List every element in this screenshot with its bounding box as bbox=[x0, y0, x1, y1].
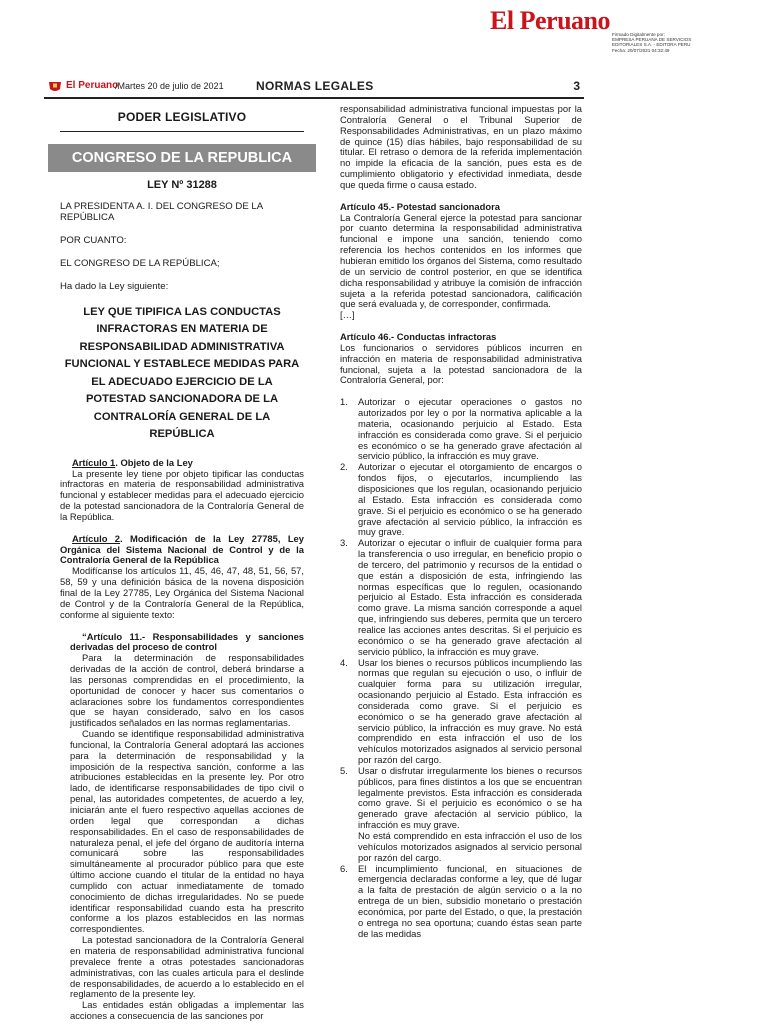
signature-line: Fecha: 20/07/2021 04:32:49 bbox=[612, 47, 670, 53]
institution-banner: CONGRESO DE LA REPUBLICA bbox=[48, 144, 316, 172]
list-item bbox=[340, 397, 582, 462]
article-paragraph: responsabilidad administrativa funcional impuestas por la Contraloría General o el Tribunal Superior de Responsabilidades Administrativas, en un plazo máximo de quince (15) días hábiles, bajo responsabilidad de su titular. El retraso o demora de la referida implementación no impide la eficacia de la sanción, pues esta es de cumplimiento obligatorio y efectividad inmediata, desde que queda firme o causa estado. bbox=[340, 103, 582, 190]
article-title: Artículo 45.- Potestad sancionadora bbox=[340, 200, 500, 212]
list-item bbox=[340, 864, 582, 940]
item-text: Usar o disfrutar irregularmente los bienes o recursos públicos, para fines distintos a los que se encuentran legalmente previstos. Esta infracción es considerada como grave. Si el perjuicio es económico o se ha generado grave afectación al servicio público, la infracción es muy grave. bbox=[358, 764, 582, 831]
preamble-line: Ha dado la Ley siguiente: bbox=[60, 280, 169, 292]
item-number: 4. bbox=[340, 656, 348, 668]
masthead-logo: El Peruano bbox=[490, 6, 610, 35]
header-section: NORMAS LEGALES bbox=[256, 79, 374, 93]
list-item bbox=[340, 538, 582, 657]
section-heading: PODER LEGISLATIVO bbox=[117, 110, 247, 124]
article-label: Artículo 2 bbox=[72, 532, 121, 544]
item-text: Autorizar o ejecutar el otorgamiento de encargos o fondos fijos, o ejecutarlos, incumpliendo las disposiciones que los regulan, ocasionando perjuicio al Estado. Esta infracción es considerada como grave. Si el perjuicio es económico o se ha generado grave afectación al servicio público, la infracción es muy grave. bbox=[358, 461, 582, 538]
item-number: 5. bbox=[340, 764, 348, 776]
preamble-line: POR CUANTO: bbox=[60, 234, 127, 246]
page-number: 3 bbox=[573, 79, 580, 93]
digital-signature bbox=[612, 32, 762, 53]
section-rule bbox=[60, 131, 304, 132]
article-title: . Modificación de la Ley 27785, Ley Orgánica del Sistema Nacional de Control y de la Contraloría General de la República bbox=[60, 532, 304, 566]
left-column bbox=[60, 108, 304, 1022]
law-title: LEY QUE TIPIFICA LAS CONDUCTAS INFRACTORAS EN MATERIA DE RESPONSABILIDAD ADMINISTRATIVA FUNCIONAL Y ESTABLECE MEDIDAS PARA EL ADECUADO EJERCICIO DE LA POTESTAD SANCIONADORA DE LA CONTRALORÍA GENERAL DE LA REPÚBLICA bbox=[64, 305, 300, 441]
signature-line: Firmado Digitalmente por: bbox=[612, 32, 665, 37]
signature-line: EDITORIALES S.A. - EDITORA PERU bbox=[612, 42, 691, 48]
page-header bbox=[44, 78, 584, 96]
list-item bbox=[340, 766, 582, 864]
preamble-line: LA PRESIDENTA A. I. DEL CONGRESO DE LA REPÚBLICA bbox=[60, 200, 263, 223]
list-item bbox=[340, 658, 582, 766]
header-rule bbox=[44, 97, 584, 99]
article-paragraph: La potestad sancionadora de la Contraloría General en materia de responsabilidad administrativa funcional prevalece frente a otras potestades sancionadoras administrativas, con las cuales articula para el deslinde de responsabilidades, de acuerdo a lo establecido en el reglamento de la presente ley. bbox=[70, 934, 304, 1000]
article-1 bbox=[60, 458, 304, 469]
law-number: LEY Nº 31288 bbox=[147, 178, 217, 191]
signature-line: EMPRESA PERUANA DE SERVICIOS bbox=[612, 37, 692, 43]
item-number: 6. bbox=[340, 862, 348, 874]
quoted-article-11 bbox=[70, 632, 304, 1022]
article-paragraph: Los funcionarios o servidores públicos incurren en infracción en materia de responsabilidad administrativa funcional, sujeta a la potestad sancionadora de la Contraloría General, por: bbox=[340, 341, 582, 386]
list-item bbox=[340, 462, 582, 538]
article-title: Artículo 46.- Conductas infractoras bbox=[340, 331, 497, 343]
item-text: No está comprendido en esta infracción el uso de los vehículos motorizados asignados al servicio personal por razón del cargo. bbox=[358, 830, 582, 863]
item-number: 1. bbox=[340, 396, 348, 408]
item-text: Autorizar o ejecutar o influir de cualquier forma para la transferencia o uso irregular, en beneficio propio o de tercero, del patrimonio y recursos de la entidad o que están a disposición de esta, infringiendo las normas específicas que lo regulen, ocasionando perjuicio al Estado. Esta infracción es considerada como grave. La misma sanción corresponde a aquel que, infringiendo sus deberes, permita que un tercero realice las acciones antes descritas. Si el perjuicio es económico o se ha generado grave afectación al servicio público, la infracción es muy grave. bbox=[358, 537, 582, 657]
header-paper-name: El Peruano bbox=[66, 80, 119, 91]
header-date: /Martes 20 de julio de 2021 bbox=[115, 81, 224, 91]
article-text: Modifícanse los artículos 11, 45, 46, 47, 48, 51, 56, 57, 58, 59 y una definición básica de la novena disposición final de la Ley 27785, Ley Orgánica del Sistema Nacional de Control y de la Contraloría General de la República, conforme al siguiente texto: bbox=[60, 565, 304, 620]
item-number: 3. bbox=[340, 537, 348, 549]
article-label: Artículo 1 bbox=[72, 456, 116, 468]
article-paragraph: Cuando se identifique responsabilidad administrativa funcional, la Contraloría General adoptará las acciones para la determinación de responsabilidad y la imposición de la respectiva sanción, conforme a las atribuciones establecidas en la presente ley. Por otro lado, de identificarse responsabilidades de tipo civil o penal, las autoridades competentes, de acuerdo a ley, iniciarán ante el fuero respectivo aquellas acciones de orden legal que correspondan a dichas responsabilidades. En el caso de responsabilidades de naturaleza penal, el jefe del órgano de auditoría interna comunicará sobre las responsabilidades simultáneamente al procurador público para que este último accione cuando el titular de la entidad no haya cumplido con actuar inmediatamente de tomado conocimiento de dichas irregularidades. No se puede identificar responsabilidad cuando esta ha prescrito conforme a los plazos establecidos en las normas correspondientes. bbox=[70, 728, 304, 935]
article-2 bbox=[60, 534, 304, 567]
ellipsis: […] bbox=[340, 309, 355, 321]
article-text: La presente ley tiene por objeto tipificar las conductas infractoras en materia de responsabilidad administrativa funcional y establecer medidas para el adecuado ejercicio de la potestad sancionadora de la Contraloría General de la República. bbox=[60, 467, 304, 522]
coat-of-arms-icon bbox=[48, 80, 62, 93]
preamble-line: EL CONGRESO DE LA REPÚBLICA; bbox=[60, 257, 220, 269]
article-title: “Artículo 11.- Responsabilidades y sanciones derivadas del proceso de control bbox=[70, 630, 304, 653]
article-paragraph: Para la determinación de responsabilidades derivadas de la acción de control, deberá brindarse a las personas comprendidas en el procedimiento, la oportunidad de conocer y hacer sus comentarios o aclaraciones sobre los fundamentos correspondientes que se hayan considerado, salvo en los casos justificados señalados en las normas reglamentarias. bbox=[70, 652, 304, 729]
article-title: . Objeto de la Ley bbox=[115, 456, 193, 468]
item-text: El incumplimiento funcional, en situaciones de emergencia declaradas conforme a ley, que dé lugar a la falta de prestación de algún servicio o a la no entrega de un bien, subsidio monetario o prestación económica, por parte del Estado, o que, la prestación o entrega no sea oportuna; cuando éstas sean parte de las medidas bbox=[358, 862, 582, 939]
article-paragraph: La Contraloría General ejerce la potestad para sancionar por cuanto determina la responsabilidad administrativa funcional e impone una sanción, teniendo como referencia los hechos contenidos en los informes que hubieran emitido los órganos del Sistema, como resultado de un servicio de control posterior, en que se identifica dicha responsabilidad y atribuye la comisión de infracción sujeta a la referida potestad sancionadora, calificación que será evaluada y, de corresponder, confirmada. bbox=[340, 211, 582, 310]
right-column bbox=[340, 104, 582, 939]
item-number: 2. bbox=[340, 461, 348, 473]
item-text: Autorizar o ejecutar operaciones o gastos no autorizados por ley o por la normativa aplicable a la materia, ocasionando perjuicio al Estado. Esta infracción es considerada como grave. Si el perjuicio es económico o se ha generado grave afectación al servicio público, la infracción es muy grave. bbox=[358, 396, 582, 462]
item-text: Usar los bienes o recursos públicos incumpliendo las normas que regulan su ejecución o uso, o influir de cualquier forma para su utilización irregular, ocasionando perjuicio al Estado. Esta infracción es considerada como grave. Si el perjuicio es económico o se ha generado grave afectación al servicio público, la infracción es muy grave. No está comprendido en esta infracción el uso de los vehículos motorizados asignados al servicio personal por razón del cargo. bbox=[358, 656, 582, 766]
article-paragraph: Las entidades están obligadas a implementar las acciones a consecuencia de las sanciones por bbox=[70, 999, 304, 1022]
infractions-list bbox=[340, 397, 582, 939]
